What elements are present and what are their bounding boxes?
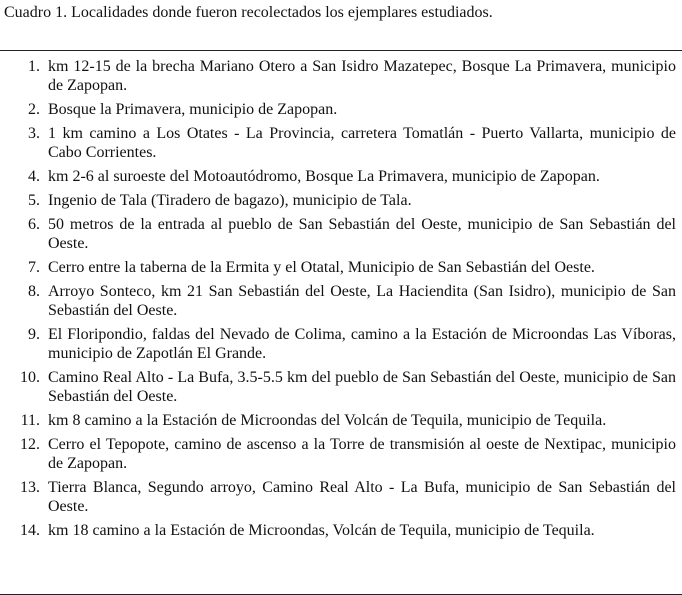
item-number: 3 .: [0, 124, 40, 162]
list-item: [0, 325, 682, 363]
list-item: [0, 478, 682, 516]
item-number: 8 .: [0, 282, 40, 320]
item-text: Cerro entre la taberna de la Ermita y el Otatal, Municipio de San Sebastián del Oeste.: [48, 259, 595, 276]
item-text: km 12-15 de la brecha Mariano Otero a San Isidro Mazatepec, Bosque La Primavera, municipio de Zapopan.: [48, 58, 676, 94]
list-item: [0, 411, 682, 430]
item-text: Cerro el Tepopote, camino de ascenso a la Torre de transmisión al oeste de Nextipac, municipio de Zapopan.: [48, 436, 676, 472]
list-item: [0, 57, 682, 95]
item-number: 1 .: [0, 57, 40, 95]
item-text: Camino Real Alto - La Bufa, 3.5-5.5 km del pueblo de San Sebastián del Oeste, municipio de San Sebastián del Oeste.: [48, 369, 676, 405]
list-item: [0, 258, 682, 277]
item-text: km 8 camino a la Estación de Microondas del Volcán de Tequila, municipio de Tequila.: [48, 412, 607, 429]
item-text: km 2-6 al suroeste del Motoautódromo, Bosque La Primavera, municipio de Zapopan.: [48, 168, 600, 185]
item-number: 14 .: [0, 521, 40, 540]
item-text: Tierra Blanca, Segundo arroyo, Camino Real Alto - La Bufa, municipio de San Sebastián del Oeste.: [48, 479, 676, 515]
localities-list: [0, 57, 682, 540]
item-text: El Floripondio, faldas del Nevado de Colima, camino a la Estación de Microondas Las Víboras, municipio de Zapotlán El Grande.: [48, 326, 676, 362]
table-caption: Cuadro 1. Localidades donde fueron recolectados los ejemplares estudiados.: [4, 4, 493, 21]
item-text: km 18 camino a la Estación de Microondas, Volcán de Tequila, municipio de Tequila.: [48, 522, 595, 539]
item-number: 10 .: [0, 368, 40, 406]
item-number: 7 .: [0, 258, 40, 277]
list-item: [0, 521, 682, 540]
item-number: 4 .: [0, 167, 40, 186]
list-item: [0, 167, 682, 186]
list-item: [0, 100, 682, 119]
list-item: [0, 124, 682, 162]
item-text: 50 metros de la entrada al pueblo de San Sebastián del Oeste, municipio de San Sebastián del Oeste.: [48, 216, 676, 252]
item-number: 12 .: [0, 435, 40, 473]
list-item: [0, 215, 682, 253]
item-text: Ingenio de Tala (Tiradero de bagazo), municipio de Tala.: [48, 192, 412, 209]
item-text: Arroyo Sonteco, km 21 San Sebastián del Oeste, La Haciendita (San Isidro), municipio de San Sebastián del Oeste.: [48, 283, 676, 319]
item-number: 5 .: [0, 191, 40, 210]
item-number: 11 .: [0, 411, 40, 430]
top-rule: [0, 50, 682, 51]
item-text: 1 km camino a Los Otates - La Provincia, carretera Tomatlán - Puerto Vallarta, municipio de Cabo Corrientes.: [48, 125, 676, 161]
item-number: 9 .: [0, 325, 40, 363]
list-item: [0, 435, 682, 473]
list-item: [0, 368, 682, 406]
item-text: Bosque la Primavera, municipio de Zapopan.: [48, 101, 338, 118]
item-number: 6 .: [0, 215, 40, 253]
item-number: 13 .: [0, 478, 40, 516]
item-number: 2 .: [0, 100, 40, 119]
list-item: [0, 191, 682, 210]
list-item: [0, 282, 682, 320]
